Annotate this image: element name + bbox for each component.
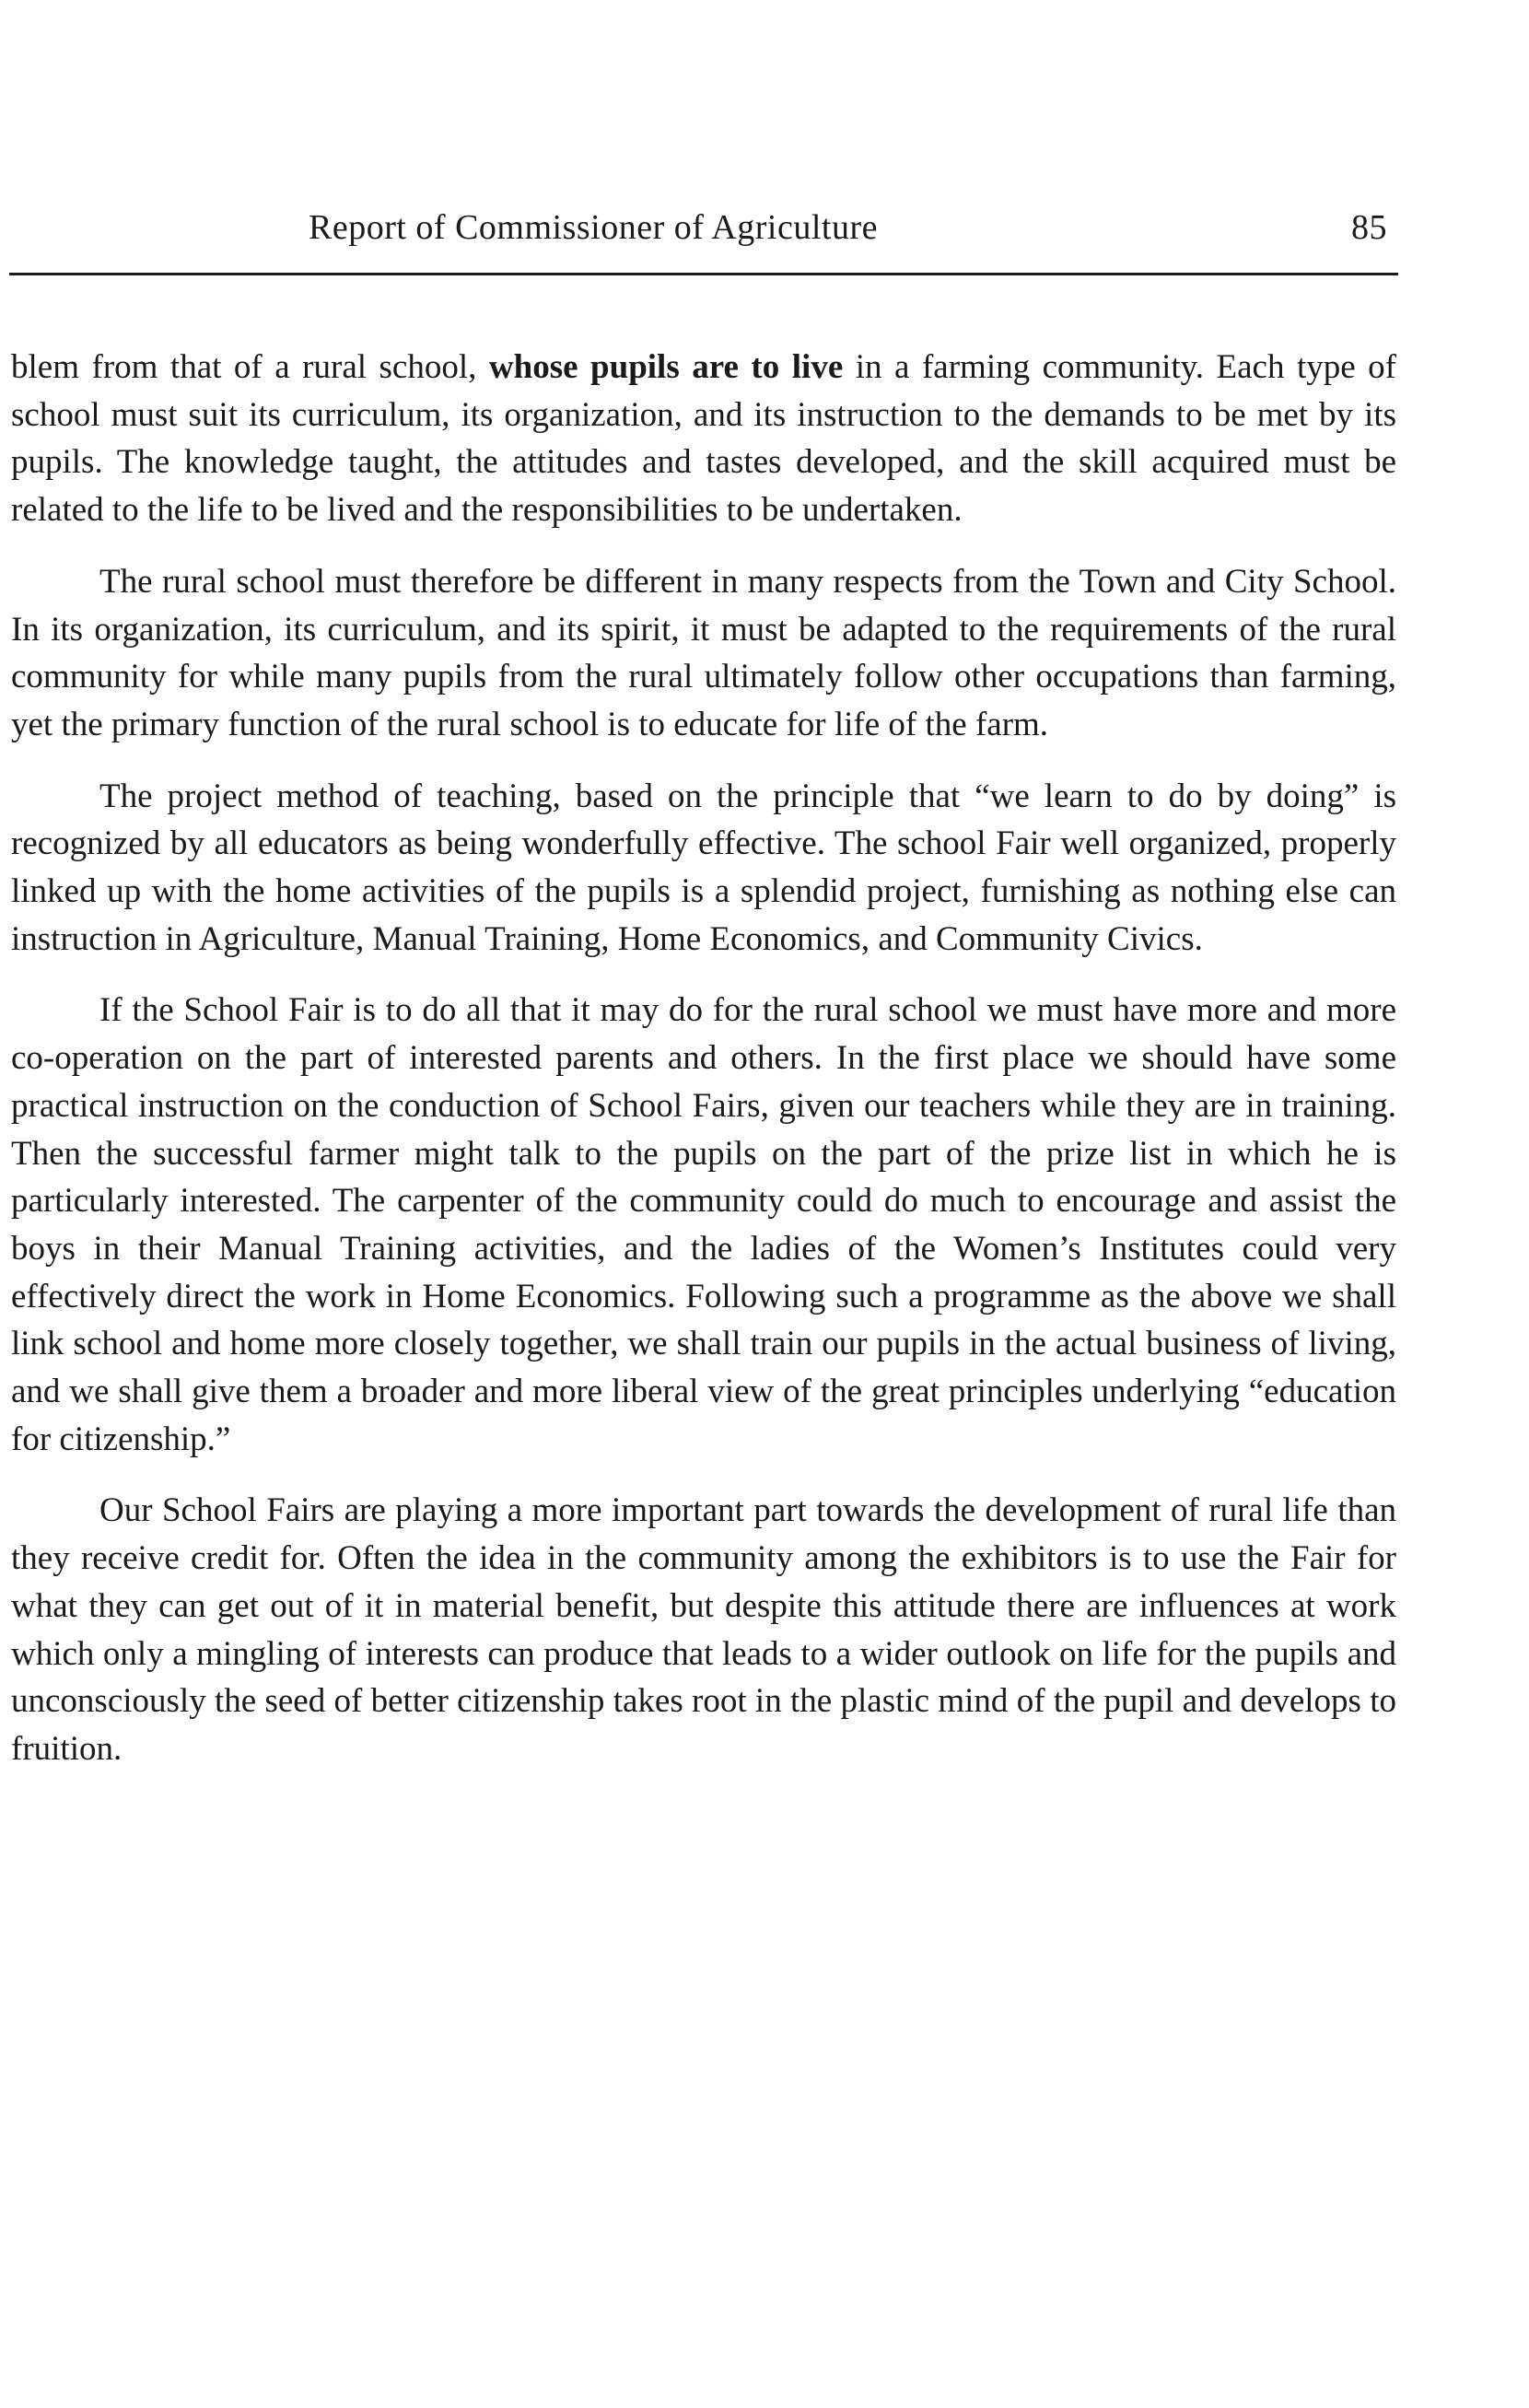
paragraph-5: Our School Fairs are playing a more important part towards the development of rural life than they receive credit for. Often the idea in the community among the exhibitors is to use the Fair for what they can get out of it in material benefit, but despite this attitude there are influences at work which only a mingling of interests can produce that leads to a wider outlook on life for the pupils and unconsciously the seed of better citizenship takes root in the plastic mind of the pupil and develops to fruition. [11,1491,1396,1768]
paragraph-1-text-end: in a farming community. Each type of school must suit its curriculum, its organization, and its instruction to the demands to be met by its pupils. The knowledge taught, the attitudes and tastes developed, and the skill acquired must be related to the life to be lived and the responsibilities to be undertaken. [11,348,1397,530]
paragraph-3: The project method of teaching, based on the principle that “we learn to do by doing” is recognized by all educators as being wonderfully effective. The school Fair well organized, properly linked up with the home activities of the pupils is a splendid project, furnishing as nothing else can instruction in Agriculture, Manual Training, Home Economics, and Community Civics. [11,777,1396,958]
header-rule [9,273,1398,275]
body-text [11,344,1396,1773]
paragraph-1 [11,344,1396,534]
paragraph-4: If the School Fair is to do all that it may do for the rural school we must have more and more co-operation on the part of interested parents and others. In the first place we should have some practical instruction on the conduction of School Fairs, given our teachers while they are in training. Then the successful farmer might talk to the pupils on the part of the prize list in which he is particularly interested. The carpenter of the community could do much to encourage and assist the boys in their Manual Training activities, and the ladies of the Women’s Institutes could very effectively direct the work in Home Economics. Following such a programme as the above we shall link school and home more closely together, we shall train our pupils in the actual business of living, and we shall give them a broader and more liberal view of the great principles underlying “education for citizenship.” [11,991,1396,1458]
paragraph-1-text-start: blem from that of a rural school, [11,348,489,386]
paragraph-2: The rural school must therefore be different in many respects from the Town and City School. In its organization, its curriculum, and its spirit, it must be adapted to the requirements of the rural community for while many pupils from the rural ultimately follow other occupations than farming, yet the primary function of the rural school is to educate for life of the farm. [11,562,1396,743]
paragraph-1-bold-text: whose pupils are to live [488,348,844,386]
running-head [11,207,1398,272]
running-head-title: Report of Commissioner of Agriculture [309,208,878,247]
page-number: 85 [1351,208,1387,247]
